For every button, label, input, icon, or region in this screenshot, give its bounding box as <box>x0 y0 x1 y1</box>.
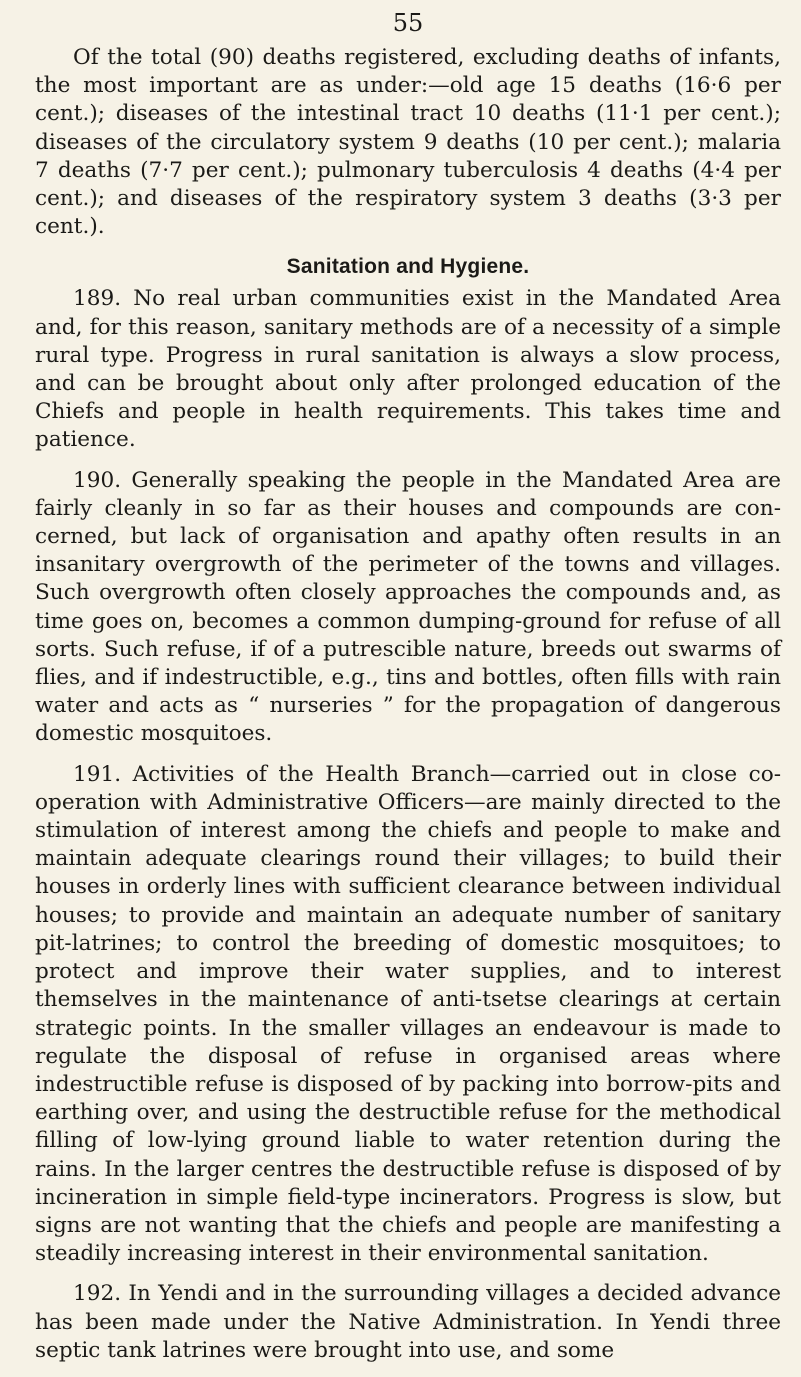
page-number: 55 <box>392 9 424 37</box>
paragraph-192: 192. In Yendi and in the surrounding villages a decided advance has been made under the Native Administration. In Yendi three septic tank latrines were brought into use, and some <box>35 1281 781 1363</box>
paragraph-190: 190. Generally speaking the people in the Mandated Area are fairly cleanly in so far as their houses and compounds are concerned, but lack of organisation and apathy often results in an insanitary overgrowth of the perimeter of the towns and villages. Such overgrowth often closely approaches the compounds and, as time goes on, becomes a common dumping-ground for refuse of all sorts. Such refuse, if of a putrescible nature, breeds out swarms of flies, and if indestructible, e.g., tins and bottles, often fills with rain water and acts as “ nurseries ” for the propagation of dangerous domestic mosquitoes. <box>35 467 781 747</box>
paragraph-191: 191. Activities of the Health Branch—carried out in close co-operation with Administrative Officers—are mainly directed to the stimulation of interest among the chiefs and people to make and maintain adequate clearings round their villages; to build their houses in orderly lines with sufficient clearance between individual houses; to provide and maintain an adequate number of sanitary pit-latrines; to control the breeding of domestic mosquitoes; to protect and improve their water supplies, and to interest themselves in the maintenance of anti-tsetse clearings at certain strategic points. In the smaller villages an endeavour is made to regulate the disposal of refuse in organised areas where indestructible refuse is disposed of by packing into borrow-pits and earthing over, and using the destructible refuse for the methodical filling of low-lying ground liable to water retention during the rains. In the larger centres the destructible refuse is disposed of by incineration in simple field-type incinerators. Progress is slow, but signs are not wanting that the chiefs and people are manifesting a steadily increasing interest in their environmental sanitation. <box>35 761 781 1267</box>
paragraph-189: 189. No real urban communities exist in the Mandated Area and, for this reason, sanitary methods are of a necessity of a simple rural type. Progress in rural sanitation is always a slow process, and can be brought about only after prolonged education of the Chiefs and people in health requirements. This takes time and patience. <box>35 286 781 453</box>
intro-paragraph: Of the total (90) deaths registered, excluding deaths of infants, the most important are as under:—old age 15 deaths (16·6 per cent.); diseases of the intestinal tract 10 deaths (11·1 per cent.); diseases of the circulatory system 9 deaths (10 per cent.); malaria 7 deaths (7·7 per cent.); pulmonary tuberculosis 4 deaths (4·4 per cent.); and diseases of the respiratory system 3 deaths (3·3 per cent.). <box>35 45 781 240</box>
document-page <box>35 8 781 1365</box>
section-heading: Sanitation and Hygiene. <box>286 255 530 279</box>
